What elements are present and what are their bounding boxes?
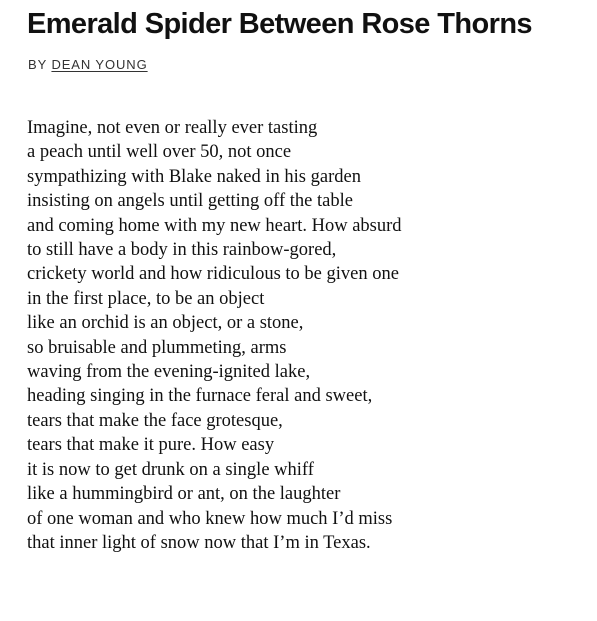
author-link[interactable]: DEAN YOUNG: [51, 57, 148, 72]
poem-line: like a hummingbird or ant, on the laughter: [27, 484, 341, 505]
poem-line: heading singing in the furnace feral and sweet,: [27, 386, 373, 407]
poem-title: Emerald Spider Between Rose Thorns: [27, 8, 532, 40]
poem-line: sympathizing with Blake naked in his garden: [27, 166, 361, 187]
poem-line: insisting on angels until getting off the table: [27, 191, 353, 212]
poem-line: like an orchid is an object, or a stone,: [27, 313, 304, 334]
byline: [28, 56, 148, 74]
poem-line: to still have a body in this rainbow-gored,: [27, 240, 337, 261]
poem-line: of one woman and who knew how much I’d miss: [27, 508, 393, 529]
poem-line: that inner light of snow now that I’m in Texas.: [27, 532, 371, 553]
poem-line: it is now to get drunk on a single whiff: [27, 459, 314, 480]
poem-line: so bruisable and plummeting, arms: [27, 337, 287, 358]
byline-prefix: BY: [28, 57, 47, 72]
poem-body: [27, 116, 402, 555]
poem-line: a peach until well over 50, not once: [27, 142, 292, 163]
poem-line: crickety world and how ridiculous to be given one: [27, 264, 399, 285]
poem-line: tears that make it pure. How easy: [27, 435, 275, 456]
poem-line: tears that make the face grotesque,: [27, 410, 283, 431]
poem-line: waving from the evening-ignited lake,: [27, 362, 311, 383]
poem-line: in the first place, to be an object: [27, 288, 265, 309]
poem-line: and coming home with my new heart. How absurd: [27, 215, 402, 236]
poem-line: Imagine, not even or really ever tasting: [27, 118, 318, 138]
